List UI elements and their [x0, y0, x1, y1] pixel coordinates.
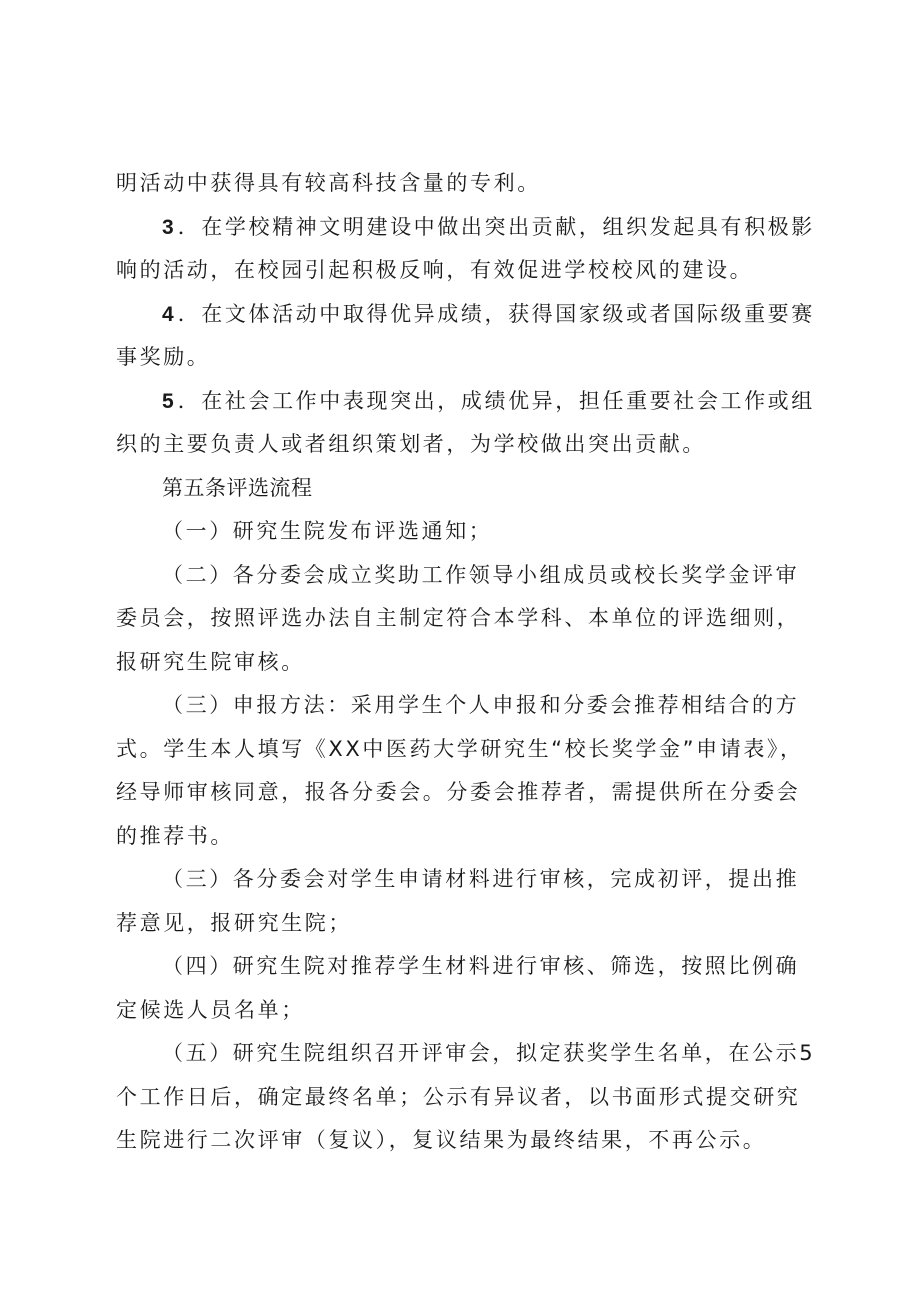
continuation-text: 明活动中获得具有较高科技含量的专利。 — [116, 171, 541, 195]
process-step-text: （四）研究生院对推荐学生材料进行审核、筛选，按照比例确定候选人员名单； — [116, 954, 800, 1022]
process-step-3a — [116, 684, 816, 858]
list-item-4 — [116, 293, 816, 380]
process-step-text: （三）申报方法：采用学生个人申报和分委会推荐相结合的方式。学生本人填写《XX中医药大学研究生“校长奖学金”申请表》，经导师审核同意，报各分委会。分委会推荐者，需提供所在分委会的推荐书。 — [116, 693, 804, 848]
list-item-5 — [116, 380, 816, 467]
list-item-3 — [116, 206, 816, 293]
article-heading-text: 第五条评选流程 — [162, 475, 313, 500]
process-step-text: （三）各分委会对学生申请材料进行审核，完成初评，提出推荐意见，报研究生院； — [116, 867, 800, 935]
list-number: 3 — [162, 215, 178, 239]
list-item-text: ．在文体活动中取得优异成绩，获得国家级或者国际级重要赛事奖励。 — [116, 301, 815, 369]
process-step-text: （二）各分委会成立奖助工作领导小组成员或校长奖学金评审委员会，按照评选办法自主制定符合本学科、本单位的评选细则，报研究生院审核。 — [116, 562, 801, 674]
document-body — [116, 162, 816, 1163]
process-step-4 — [116, 945, 816, 1032]
process-step-text: （五）研究生院组织召开评审会，拟定获奖学生名单，在公示5个工作日后，确定最终名单；公示有异议者，以书面形式提交研究生院进行二次评审（复议），复议结果为最终结果，不再公示。 — [116, 1041, 816, 1152]
list-item-text: ．在学校精神文明建设中做出突出贡献，组织发起具有积极影响的活动，在校园引起积极反响，有效促进学校校风的建设。 — [116, 214, 815, 282]
continuation-paragraph — [116, 162, 816, 206]
process-step-2 — [116, 554, 816, 685]
process-step-5 — [116, 1032, 816, 1163]
process-step-3b — [116, 858, 816, 945]
list-number: 5 — [162, 389, 178, 413]
process-step-text: （一）研究生院发布评选通知； — [162, 519, 493, 543]
article-heading — [116, 467, 816, 511]
process-step-1 — [116, 510, 816, 554]
list-number: 4 — [162, 302, 178, 326]
list-item-text: ．在社会工作中表现突出，成绩优异，担任重要社会工作或组织的主要负责人或者组织策划者，为学校做出突出贡献。 — [116, 388, 815, 456]
